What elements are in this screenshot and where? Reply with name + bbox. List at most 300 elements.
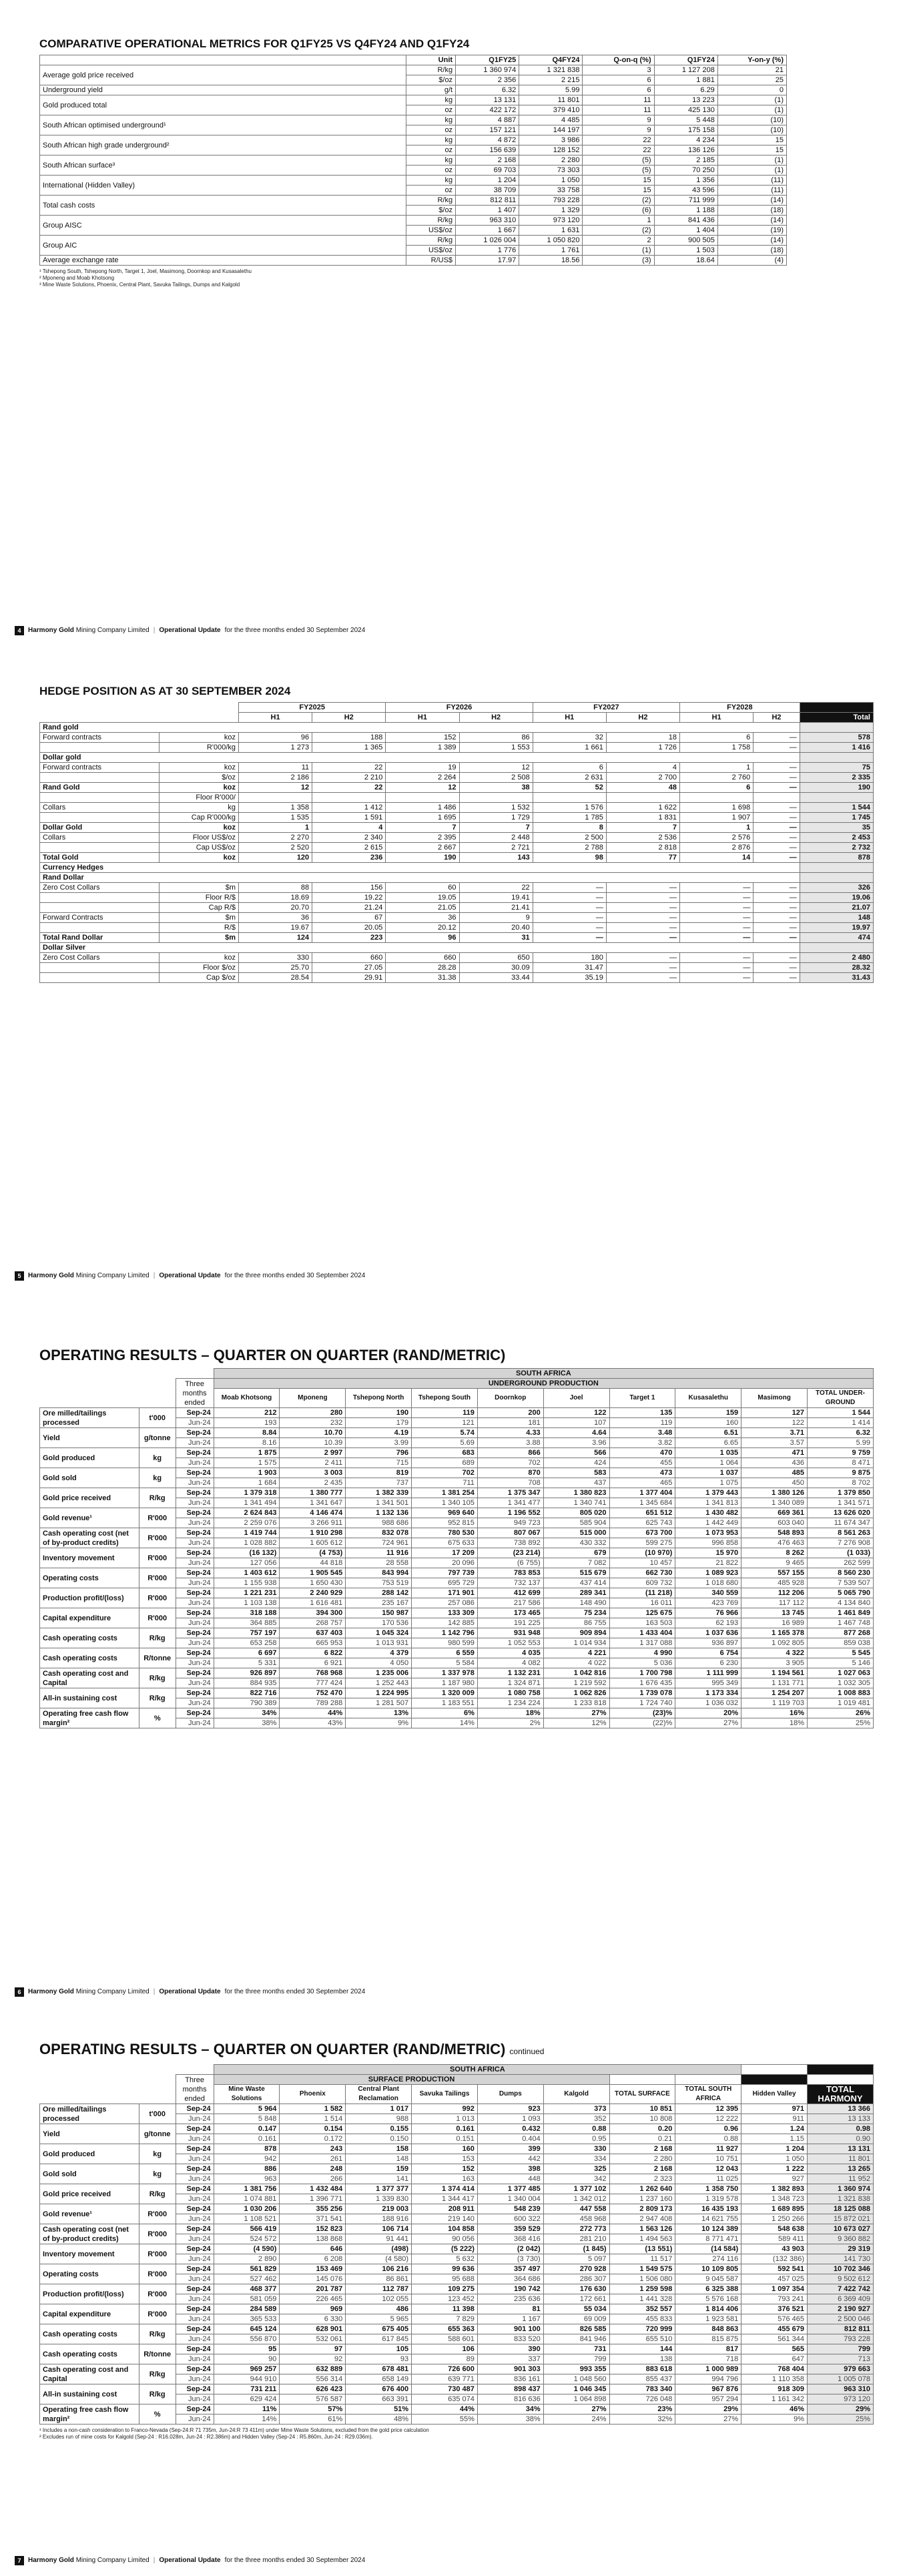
value-cell: 651 512 xyxy=(609,1508,675,1518)
value-cell: 635 074 xyxy=(412,2394,478,2404)
value-cell: — xyxy=(680,953,753,963)
total-cell xyxy=(800,863,873,873)
value-cell: 35.19 xyxy=(533,973,606,983)
value-cell: 104 858 xyxy=(412,2224,478,2234)
table-row xyxy=(40,95,787,105)
value-cell: 172 661 xyxy=(543,2294,609,2304)
value-cell: 993 355 xyxy=(543,2364,609,2374)
value-cell: 980 599 xyxy=(412,1638,478,1648)
unit-cell: kg xyxy=(160,803,239,813)
value-cell: 21.41 xyxy=(459,903,533,913)
value-cell: 617 845 xyxy=(346,2334,412,2344)
value-cell: 173 465 xyxy=(477,1608,543,1618)
value-cell: 0.20 xyxy=(609,2124,675,2134)
value-cell: 1 187 980 xyxy=(412,1678,478,1688)
value-cell: 62 193 xyxy=(675,1618,741,1628)
value-cell: 819 xyxy=(346,1468,412,1478)
value-cell: 1 514 xyxy=(280,2114,346,2124)
value-cell: 190 742 xyxy=(477,2284,543,2294)
table-header-row xyxy=(40,2085,874,2104)
value-cell: 107 xyxy=(543,1418,609,1428)
value-cell: 43 596 xyxy=(654,186,717,196)
value-cell: 6 208 xyxy=(280,2254,346,2264)
table-header-row xyxy=(40,1389,874,1408)
total-cell: 148 xyxy=(800,913,873,923)
total-cell: 19.97 xyxy=(800,923,873,933)
value-cell: 160 xyxy=(675,1418,741,1428)
table-header-cell xyxy=(40,713,239,723)
value-cell: 556 870 xyxy=(214,2334,280,2344)
value-cell: 0.147 xyxy=(214,2124,280,2134)
table-row xyxy=(40,2224,874,2234)
value-cell: 33.44 xyxy=(459,973,533,983)
value-cell: 8 561 263 xyxy=(808,1528,874,1538)
unit-cell: R/kg xyxy=(406,65,456,75)
value-cell: 6% xyxy=(412,1708,478,1718)
value-cell: 777 424 xyxy=(280,1678,346,1688)
value-cell: 2 259 076 xyxy=(214,1518,280,1528)
value-cell: 3 266 911 xyxy=(280,1518,346,1528)
total-cell: 474 xyxy=(800,933,873,943)
value-cell: 676 400 xyxy=(346,2384,412,2394)
value-cell: 18 125 088 xyxy=(808,2204,874,2214)
row-label: Gold revenue¹ xyxy=(40,2204,139,2224)
value-cell: 424 xyxy=(543,1458,609,1468)
value-cell: (4 590) xyxy=(214,2244,280,2254)
unit-cell: kg xyxy=(406,155,456,166)
value-cell: 5 584 xyxy=(412,1658,478,1668)
value-cell: 122 xyxy=(741,1418,808,1428)
value-cell: 76 966 xyxy=(675,1608,741,1618)
value-cell: 11 398 xyxy=(412,2304,478,2314)
value-cell: 1 341 494 xyxy=(214,1498,280,1508)
value-cell: 170 536 xyxy=(346,1618,412,1628)
period-cell: Jun-24 xyxy=(176,1678,214,1688)
table-row xyxy=(40,973,874,983)
value-cell: 2 997 xyxy=(280,1448,346,1458)
unit-cell: $m xyxy=(160,883,239,893)
value-cell: 2 210 xyxy=(312,773,386,783)
continued-label: continued xyxy=(509,2047,545,2056)
value-cell: 1 030 206 xyxy=(214,2204,280,2214)
value-cell xyxy=(533,793,606,803)
unit-cell: Cap R'000/kg xyxy=(160,813,239,823)
period-cell: Jun-24 xyxy=(176,2114,214,2124)
value-cell: 38% xyxy=(477,2414,543,2425)
table-row xyxy=(40,783,874,793)
value-cell: 55% xyxy=(412,2414,478,2425)
value-cell: 5.69 xyxy=(412,1438,478,1448)
value-cell: 0.21 xyxy=(609,2134,675,2144)
row-label: South African optimised underground¹ xyxy=(40,115,406,135)
value-cell: 357 497 xyxy=(477,2264,543,2274)
value-cell: 2 185 xyxy=(654,155,717,166)
table-row xyxy=(40,196,787,206)
value-cell: 109 275 xyxy=(412,2284,478,2294)
value-cell: 160 xyxy=(412,2144,478,2154)
value-cell: 13 131 xyxy=(808,2144,874,2154)
column-header: Target 1 xyxy=(609,1389,675,1408)
value-cell: 1 028 882 xyxy=(214,1538,280,1548)
value-cell: 1 052 553 xyxy=(477,1638,543,1648)
value-cell: 1 127 208 xyxy=(654,65,717,75)
value-cell: 0.172 xyxy=(280,2134,346,2144)
table-row xyxy=(40,1708,874,1718)
value-cell: 1 219 592 xyxy=(543,1678,609,1688)
value-cell: 669 361 xyxy=(741,1508,808,1518)
value-cell: 3.48 xyxy=(609,1428,675,1438)
value-cell: 2 667 xyxy=(386,843,459,853)
value-cell: 422 172 xyxy=(456,105,519,115)
value-cell: 5 632 xyxy=(412,2254,478,2264)
value-cell: 817 xyxy=(675,2344,741,2354)
value-cell: (14 584) xyxy=(675,2244,741,2254)
value-cell: 20.40 xyxy=(459,923,533,933)
value-cell: 60 xyxy=(386,883,459,893)
value-cell: 599 275 xyxy=(609,1538,675,1548)
table-row xyxy=(40,743,874,753)
row-label xyxy=(40,843,160,853)
value-cell: 21 xyxy=(717,65,786,75)
value-cell: 10.70 xyxy=(280,1428,346,1438)
value-cell: (132 386) xyxy=(741,2254,808,2264)
value-cell: 470 xyxy=(609,1448,675,1458)
value-cell: 532 061 xyxy=(280,2334,346,2344)
year-header: FY2028 xyxy=(680,703,800,713)
value-cell: 223 xyxy=(312,933,386,943)
value-cell: 646 xyxy=(280,2244,346,2254)
value-cell: 752 470 xyxy=(280,1688,346,1698)
value-cell: 1 441 328 xyxy=(609,2294,675,2304)
value-cell: 29 319 xyxy=(808,2244,874,2254)
value-cell: 711 xyxy=(412,1478,478,1488)
value-cell: 123 452 xyxy=(412,2294,478,2304)
unit-cell: $m xyxy=(160,933,239,943)
value-cell: 878 xyxy=(214,2144,280,2154)
value-cell: 909 894 xyxy=(543,1628,609,1638)
value-cell: 1 695 xyxy=(386,813,459,823)
total-cell xyxy=(800,793,873,803)
value-cell: 2 818 xyxy=(606,843,679,853)
value-cell: 8 560 230 xyxy=(808,1568,874,1578)
value-cell: 2 700 xyxy=(606,773,679,783)
value-cell: 886 xyxy=(214,2164,280,2174)
document-period: for the three months ended 30 September 2024 xyxy=(224,1272,366,1279)
value-cell: — xyxy=(680,893,753,903)
value-cell: 971 xyxy=(741,2104,808,2114)
value-cell: 152 xyxy=(412,2164,478,2174)
value-cell: 19.67 xyxy=(239,923,312,933)
value-cell: 5 848 xyxy=(214,2114,280,2124)
period-cell: Jun-24 xyxy=(176,2354,214,2364)
row-label: Collars xyxy=(40,803,160,813)
value-cell: — xyxy=(753,813,800,823)
value-cell: 1 404 xyxy=(654,226,717,236)
value-cell: — xyxy=(680,923,753,933)
value-cell: 737 xyxy=(346,1478,412,1488)
value-cell: 3.99 xyxy=(346,1438,412,1448)
value-cell: — xyxy=(753,963,800,973)
value-cell: — xyxy=(753,803,800,813)
value-cell: 6 xyxy=(533,763,606,773)
value-cell: 731 xyxy=(543,2344,609,2354)
value-cell: 330 xyxy=(239,953,312,963)
row-label: Operating costs xyxy=(40,1568,139,1588)
value-cell: 120 xyxy=(239,853,312,863)
period-cell: Jun-24 xyxy=(176,2194,214,2204)
value-cell: 812 811 xyxy=(808,2324,874,2334)
value-cell: 158 xyxy=(346,2144,412,2154)
value-cell: 6 xyxy=(583,85,654,95)
period-cell: Jun-24 xyxy=(176,1618,214,1628)
total-cell: 326 xyxy=(800,883,873,893)
value-cell: 5 036 xyxy=(609,1658,675,1668)
total-cell xyxy=(800,723,873,733)
value-cell: — xyxy=(753,833,800,843)
value-cell: — xyxy=(606,913,679,923)
unit-cell: $/oz xyxy=(406,75,456,85)
row-label xyxy=(40,923,160,933)
value-cell: 34% xyxy=(214,1708,280,1718)
value-cell: 394 300 xyxy=(280,1608,346,1618)
value-cell: 2 190 927 xyxy=(808,2304,874,2314)
value-cell: 4 022 xyxy=(543,1658,609,1668)
table-header-cell: Q1FY24 xyxy=(654,55,717,65)
row-label xyxy=(40,963,160,973)
value-cell: 995 349 xyxy=(675,1678,741,1688)
value-cell: 471 xyxy=(741,1448,808,1458)
value-cell: 689 xyxy=(412,1458,478,1468)
value-cell: 355 256 xyxy=(280,2204,346,2214)
value-cell: (6 755) xyxy=(477,1558,543,1568)
operational-metrics-table xyxy=(39,55,787,266)
value-cell: 1 075 xyxy=(675,1478,741,1488)
value-cell: 257 086 xyxy=(412,1598,478,1608)
value-cell: 412 699 xyxy=(477,1588,543,1598)
value-cell: 337 xyxy=(477,2354,543,2364)
value-cell: 6 754 xyxy=(675,1648,741,1658)
value-cell: 1 050 xyxy=(519,176,583,186)
value-cell: 1 348 723 xyxy=(741,2194,808,2204)
value-cell: 1 875 xyxy=(214,1448,280,1458)
table-row xyxy=(40,813,874,823)
value-cell: (498) xyxy=(346,2244,412,2254)
value-cell: 548 239 xyxy=(477,2204,543,2214)
table-row xyxy=(40,2404,874,2414)
value-cell: 1 042 816 xyxy=(543,1668,609,1678)
table-header-cell: Y-on-y (%) xyxy=(717,55,786,65)
value-cell: 8 262 xyxy=(741,1548,808,1558)
value-cell: 1 321 838 xyxy=(519,65,583,75)
unit-cell: R'000 xyxy=(139,2224,176,2244)
operating-results-underground-section xyxy=(39,1347,874,1728)
value-cell: 1 461 849 xyxy=(808,1608,874,1618)
value-cell: — xyxy=(606,893,679,903)
value-cell: 7 276 908 xyxy=(808,1538,874,1548)
value-cell: 877 268 xyxy=(808,1628,874,1638)
value-cell: 368 416 xyxy=(477,2234,543,2244)
total-cell: 28.32 xyxy=(800,963,873,973)
period-cell: Sep-24 xyxy=(176,1648,214,1658)
table-row xyxy=(40,843,874,853)
footnote: ² Excludes run of mine costs for Kalgold (Sep-24 : R16.028m, Jun-24 : R2.386m) and Hidden Valley (Sep-24 : R5.860m, Jun-24 : R29.036m). xyxy=(39,2434,373,2440)
value-cell: 90 xyxy=(214,2354,280,2364)
half-header: H1 xyxy=(533,713,606,723)
total-cell: 19.06 xyxy=(800,893,873,903)
production-header: SURFACE PRODUCTION xyxy=(214,2075,609,2085)
value-cell: 398 xyxy=(477,2164,543,2174)
value-cell: 455 679 xyxy=(741,2324,808,2334)
value-cell: 1 337 978 xyxy=(412,1668,478,1678)
value-cell: 2 947 408 xyxy=(609,2214,675,2224)
value-cell: 142 885 xyxy=(412,1618,478,1628)
unit-cell: koz xyxy=(160,763,239,773)
value-cell: 2 520 xyxy=(239,843,312,853)
table-header-row xyxy=(40,703,874,713)
value-cell: 44 818 xyxy=(280,1558,346,1568)
value-cell: 0.151 xyxy=(412,2134,478,2144)
value-cell: 1 111 999 xyxy=(675,1668,741,1678)
value-cell: 352 557 xyxy=(609,2304,675,2314)
half-header: H2 xyxy=(312,713,386,723)
value-cell: (16 132) xyxy=(214,1548,280,1558)
value-cell: 10.39 xyxy=(280,1438,346,1448)
table-header-cell xyxy=(741,2075,808,2085)
value-cell: 1 339 830 xyxy=(346,2194,412,2204)
row-label: Dollar Gold xyxy=(40,823,160,833)
unit-cell: R/kg xyxy=(139,1668,176,1688)
value-cell: 2 323 xyxy=(609,2174,675,2184)
value-cell: 188 916 xyxy=(346,2214,412,2224)
period-cell: Sep-24 xyxy=(176,2404,214,2414)
value-cell: 561 829 xyxy=(214,2264,280,2274)
value-cell: 1 250 266 xyxy=(741,2214,808,2224)
value-cell: 715 xyxy=(346,1458,412,1468)
value-cell: 3 986 xyxy=(519,135,583,145)
table-header-cell xyxy=(40,703,239,713)
value-cell: 5 576 168 xyxy=(675,2294,741,2304)
value-cell: 235 167 xyxy=(346,1598,412,1608)
unit-cell: oz xyxy=(406,145,456,155)
value-cell: 3 003 xyxy=(280,1468,346,1478)
value-cell: 465 xyxy=(609,1478,675,1488)
unit-cell: t'000 xyxy=(139,2104,176,2124)
value-cell: 473 xyxy=(609,1468,675,1478)
company-suffix: Mining Company Limited xyxy=(75,1272,149,1279)
table-row xyxy=(40,773,874,783)
operating-results-continued-main: OPERATING RESULTS – QUARTER ON QUARTER (RAND/METRIC) xyxy=(39,2041,506,2057)
hedge-position-section xyxy=(39,685,874,983)
value-cell: (3) xyxy=(583,256,654,266)
row-label: Group AISC xyxy=(40,216,406,236)
value-cell: 31 xyxy=(459,933,533,943)
value-cell: 138 xyxy=(609,2354,675,2364)
value-cell: 565 xyxy=(741,2344,808,2354)
value-cell: 24% xyxy=(543,2414,609,2425)
unit-cell: R'000 xyxy=(139,2264,176,2284)
row-label: All-in sustaining cost xyxy=(40,2384,139,2404)
group-heading: Rand gold xyxy=(40,723,800,733)
table-row xyxy=(40,1468,874,1478)
row-label: Forward Contracts xyxy=(40,913,160,923)
period-cell: Sep-24 xyxy=(176,1508,214,1518)
value-cell: 2 356 xyxy=(456,75,519,85)
unit-cell: kg xyxy=(139,1468,176,1488)
value-cell: 5.99 xyxy=(519,85,583,95)
value-cell: 783 853 xyxy=(477,1568,543,1578)
table-row xyxy=(40,2144,874,2154)
table-header-cell xyxy=(741,2065,808,2075)
value-cell: 124 xyxy=(239,933,312,943)
year-header: FY2027 xyxy=(533,703,679,713)
operational-metrics-title: COMPARATIVE OPERATIONAL METRICS FOR Q1FY25 VS Q4FY24 AND Q1FY24 xyxy=(39,37,470,50)
table-row xyxy=(40,155,787,166)
value-cell: 20.05 xyxy=(312,923,386,933)
value-cell: 13 265 xyxy=(808,2164,874,2174)
row-label xyxy=(40,893,160,903)
operating-results-footnotes xyxy=(39,2427,874,2441)
value-cell: 243 xyxy=(280,2144,346,2154)
unit-cell: Floor R'000/ xyxy=(160,793,239,803)
value-cell: (5 222) xyxy=(412,2244,478,2254)
unit-cell: koz xyxy=(160,853,239,863)
table-row xyxy=(40,85,787,95)
table-row xyxy=(40,913,874,923)
value-cell: 450 xyxy=(741,1478,808,1488)
value-cell: 6 822 xyxy=(280,1648,346,1658)
unit-cell: kg xyxy=(139,2164,176,2184)
value-cell: 9 xyxy=(583,125,654,135)
value-cell: (2) xyxy=(583,196,654,206)
total-cell xyxy=(800,873,873,883)
value-cell: 22 xyxy=(459,883,533,893)
group-heading: Rand Dollar xyxy=(40,873,800,883)
unit-cell: t'000 xyxy=(139,1408,176,1428)
value-cell: 81 xyxy=(477,2304,543,2314)
half-header: H1 xyxy=(680,713,753,723)
column-header: Hidden Valley xyxy=(741,2085,808,2104)
value-cell: 1 432 484 xyxy=(280,2184,346,2194)
value-cell: 1 093 xyxy=(477,2114,543,2124)
value-cell: 390 xyxy=(477,2344,543,2354)
value-cell: 6.32 xyxy=(456,85,519,95)
value-cell: 32 xyxy=(533,733,606,743)
value-cell: 1 377 377 xyxy=(346,2184,412,2194)
value-cell: 589 411 xyxy=(741,2234,808,2244)
value-cell: 31.47 xyxy=(533,963,606,973)
value-cell: 1 414 xyxy=(808,1418,874,1428)
value-cell: 2 721 xyxy=(459,843,533,853)
value-cell: 832 078 xyxy=(346,1528,412,1538)
row-label: Collars xyxy=(40,833,160,843)
value-cell: 61% xyxy=(280,2414,346,2425)
value-cell: 626 423 xyxy=(280,2384,346,2394)
unit-cell: Floor $/oz xyxy=(160,963,239,973)
value-cell: 15 xyxy=(717,145,786,155)
value-cell: 585 904 xyxy=(543,1518,609,1528)
value-cell: 1 576 xyxy=(533,803,606,813)
value-cell: 5.99 xyxy=(808,1438,874,1448)
value-cell: 485 xyxy=(741,1468,808,1478)
value-cell: 281 210 xyxy=(543,2234,609,2244)
value-cell: 859 038 xyxy=(808,1638,874,1648)
value-cell: 1 430 482 xyxy=(675,1508,741,1518)
value-cell: 112 787 xyxy=(346,2284,412,2294)
value-cell: 136 126 xyxy=(654,145,717,155)
value-cell: 9 759 xyxy=(808,1448,874,1458)
value-cell: 457 025 xyxy=(741,2274,808,2284)
value-cell: 25% xyxy=(808,2414,874,2425)
